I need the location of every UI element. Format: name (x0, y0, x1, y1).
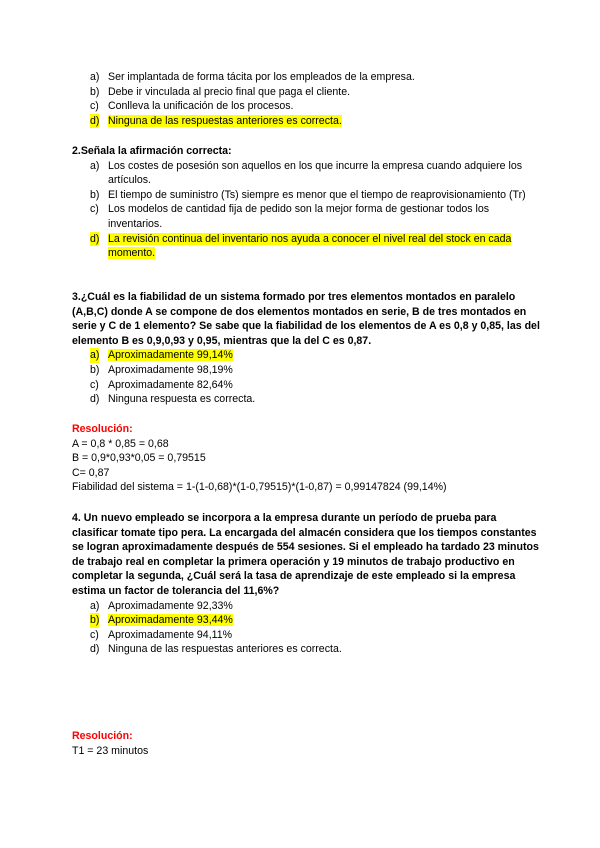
option-a (72, 70, 542, 85)
resolution-title: Resolución: (72, 423, 133, 435)
question-title: 2.Señala la afirmación correcta: (72, 145, 232, 157)
option-text: Ninguna de las respuestas anteriores es correcta. (108, 643, 342, 656)
option-b (72, 85, 542, 100)
option-letter: b) (90, 85, 100, 98)
option-letter: d) (90, 114, 100, 127)
option-letter: a) (90, 71, 100, 83)
option-letter: b) (90, 363, 100, 376)
option-text: Los modelos de cantidad fija de pedido son la mejor forma de gestionar todos los inventarios. (108, 203, 490, 230)
option-b-highlighted (72, 613, 542, 628)
option-text: Aproximadamente 94,11% (108, 628, 233, 641)
resolution-4 (72, 729, 542, 758)
resolution-3 (72, 422, 542, 495)
option-text: El tiempo de suministro (Ts) siempre es menor que el tiempo de reaprovisionamiento (Tr) (108, 188, 526, 201)
option-a-highlighted (72, 348, 542, 363)
option-c (72, 99, 542, 114)
option-text: Debe ir vinculada al precio final que paga el cliente. (108, 85, 351, 98)
option-b (72, 363, 542, 378)
question-4 (72, 511, 542, 657)
resolution-line: C= 0,87 (72, 466, 110, 479)
option-text: Aproximadamente 98,19% (108, 363, 233, 376)
option-letter: d) (90, 393, 100, 406)
option-text: Conlleva la unificación de los procesos. (108, 100, 294, 113)
resolution-line: A = 0,8 * 0,85 = 0,68 (72, 437, 169, 450)
option-text: Los costes de posesión son aquellos en los que incurre la empresa cuando adquiere los artículos. (108, 159, 523, 187)
option-c (72, 378, 542, 393)
option-letter: d) (90, 643, 100, 656)
option-a (72, 599, 542, 614)
option-letter: c) (90, 100, 99, 113)
option-a (72, 159, 542, 188)
option-text: La revisión continua del inventario nos ayuda a conocer el nivel real del stock en cada momento. (108, 232, 512, 260)
option-b (72, 188, 542, 203)
option-text: Ninguna respuesta es correcta. (108, 393, 256, 406)
question-3 (72, 290, 542, 407)
option-letter: a) (90, 159, 100, 172)
question-title: 3.¿Cuál es la fiabilidad de un sistema formado por tres elementos montados en paralelo (A,B,C) donde A se compone de dos elementos montados en serie, B de tres montados en serie y C de 1 elemento? Se sabe que la fiabilidad de los elementos de A es 0,8 y 0,85, las del elemento B es 0,9,0,93 y 0,95, mientras que la del C es 0,87. (72, 291, 540, 347)
resolution-title: Resolución: (72, 730, 133, 742)
resolution-line: B = 0,9*0,93*0,05 = 0,79515 (72, 452, 206, 465)
resolution-line: T1 = 23 minutos (72, 744, 149, 757)
option-d (72, 392, 542, 407)
option-letter: a) (90, 349, 100, 362)
option-c (72, 628, 542, 643)
question-title: 4. Un nuevo empleado se incorpora a la empresa durante un período de prueba para clasificar tomate tipo pera. La encargada del almacén considera que los tiempos constantes se logran aproximadamente después de 554 sesiones. Si el empleado ha tardado 23 minutos de trabajo real en completar la primera operación y 19 minutos de trabajo productivo en completar la segunda, ¿Cuál será la tasa de aprendizaje de este empleado si la empresa estima un factor de tolerancia del 11,6%? (72, 512, 539, 597)
question-2 (72, 144, 542, 261)
option-letter: c) (90, 628, 99, 641)
option-letter: d) (90, 232, 100, 245)
option-letter: c) (90, 203, 99, 216)
option-letter: a) (90, 599, 100, 612)
option-text: Aproximadamente 82,64% (108, 378, 233, 391)
option-letter: b) (90, 188, 100, 201)
question-1-options (72, 70, 542, 128)
option-letter: c) (90, 378, 99, 391)
option-c (72, 202, 542, 231)
resolution-line: Fiabilidad del sistema = 1-(1-0,68)*(1-0,79515)*(1-0,87) = 0,99147824 (99,14%) (72, 481, 447, 494)
option-text: Ninguna de las respuestas anteriores es correcta. (108, 114, 342, 127)
option-d-highlighted (72, 114, 542, 129)
option-text: Ser implantada de forma tácita por los empleados de la empresa. (108, 71, 415, 83)
option-d (72, 642, 542, 657)
option-letter: b) (90, 614, 100, 627)
option-d-highlighted (72, 232, 542, 261)
option-text: Aproximadamente 93,44% (108, 614, 233, 627)
option-text: Aproximadamente 99,14% (108, 349, 233, 362)
option-text: Aproximadamente 92,33% (108, 599, 233, 612)
